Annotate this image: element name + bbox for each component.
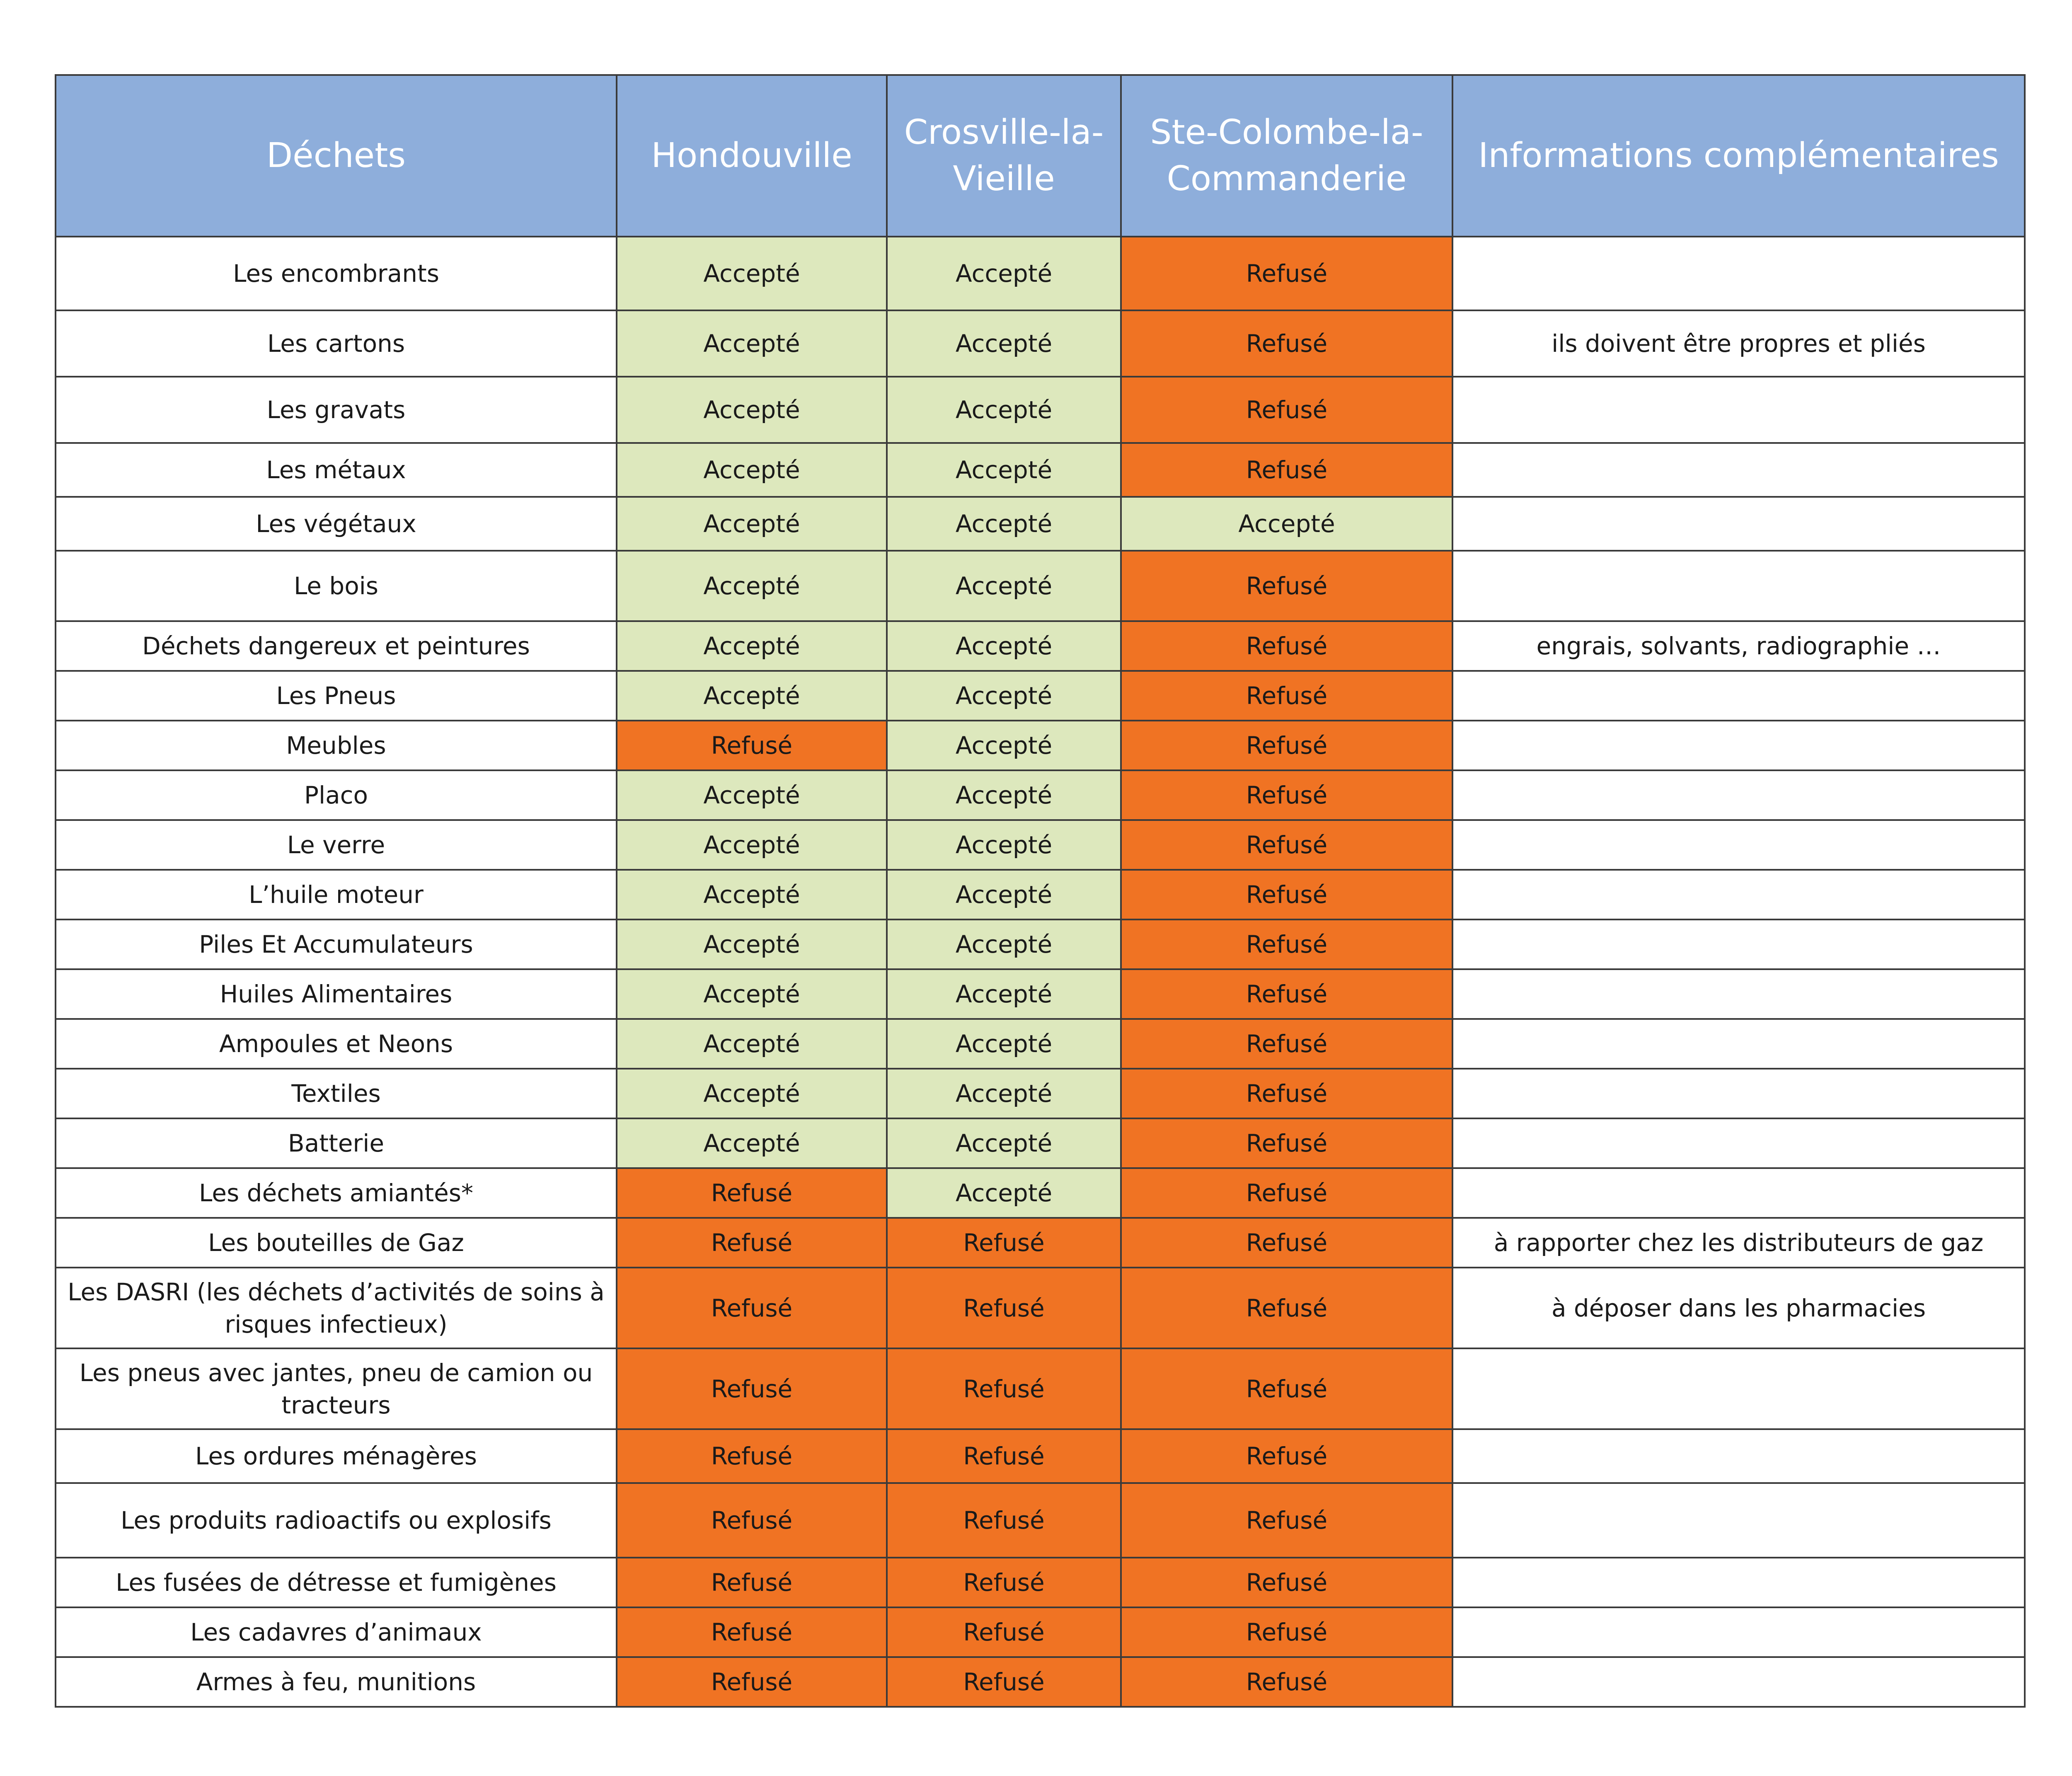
table-row xyxy=(56,969,2025,1019)
status-ste-colombe: Refusé xyxy=(1121,671,1452,721)
status-ste-colombe: Refusé xyxy=(1121,870,1452,919)
table-row xyxy=(56,1348,2025,1429)
status-hondouville: Refusé xyxy=(617,1657,887,1707)
table-row xyxy=(56,310,2025,377)
status-crosville: Accepté xyxy=(887,820,1121,870)
status-crosville: Refusé xyxy=(887,1558,1121,1607)
status-hondouville: Accepté xyxy=(617,969,887,1019)
status-ste-colombe: Refusé xyxy=(1121,377,1452,443)
info-cell xyxy=(1452,969,2025,1019)
waste-name-cell: L’huile moteur xyxy=(56,870,617,919)
table-row xyxy=(56,1483,2025,1558)
waste-name-cell: Ampoules et Neons xyxy=(56,1019,617,1069)
info-cell: engrais, solvants, radiographie … xyxy=(1452,621,2025,671)
waste-name-cell: Les Pneus xyxy=(56,671,617,721)
info-cell xyxy=(1452,1558,2025,1607)
status-hondouville: Accepté xyxy=(617,237,887,310)
waste-name-cell: Les produits radioactifs ou explosifs xyxy=(56,1483,617,1558)
info-cell xyxy=(1452,1069,2025,1118)
status-crosville: Accepté xyxy=(887,969,1121,1019)
info-cell xyxy=(1452,1348,2025,1429)
waste-name-cell: Armes à feu, munitions xyxy=(56,1657,617,1707)
status-hondouville: Refusé xyxy=(617,1607,887,1657)
status-ste-colombe: Refusé xyxy=(1121,1429,1452,1483)
status-hondouville: Accepté xyxy=(617,1069,887,1118)
status-ste-colombe: Accepté xyxy=(1121,497,1452,551)
table-body xyxy=(56,237,2025,1707)
table-row xyxy=(56,1607,2025,1657)
status-ste-colombe: Refusé xyxy=(1121,1168,1452,1218)
status-hondouville: Refusé xyxy=(617,1348,887,1429)
table-row xyxy=(56,1019,2025,1069)
status-ste-colombe: Refusé xyxy=(1121,919,1452,969)
info-cell xyxy=(1452,820,2025,870)
status-crosville: Accepté xyxy=(887,310,1121,377)
status-crosville: Accepté xyxy=(887,870,1121,919)
waste-name-cell: Meubles xyxy=(56,721,617,770)
status-hondouville: Accepté xyxy=(617,919,887,969)
status-crosville: Refusé xyxy=(887,1607,1121,1657)
status-hondouville: Accepté xyxy=(617,621,887,671)
status-crosville: Accepté xyxy=(887,721,1121,770)
waste-acceptance-table xyxy=(55,74,2026,1708)
waste-name-cell: Les ordures ménagères xyxy=(56,1429,617,1483)
info-cell xyxy=(1452,1607,2025,1657)
table-row xyxy=(56,237,2025,310)
status-crosville: Accepté xyxy=(887,1118,1121,1168)
status-hondouville: Accepté xyxy=(617,770,887,820)
waste-name-cell: Les cadavres d’animaux xyxy=(56,1607,617,1657)
waste-name-cell: Les DASRI (les déchets d’activités de soins à risques infectieux) xyxy=(56,1268,617,1348)
status-crosville: Accepté xyxy=(887,377,1121,443)
info-cell xyxy=(1452,377,2025,443)
info-cell xyxy=(1452,497,2025,551)
status-hondouville: Accepté xyxy=(617,310,887,377)
status-ste-colombe: Refusé xyxy=(1121,1657,1452,1707)
table-row xyxy=(56,1218,2025,1268)
status-ste-colombe: Refusé xyxy=(1121,820,1452,870)
info-cell xyxy=(1452,919,2025,969)
status-ste-colombe: Refusé xyxy=(1121,1483,1452,1558)
waste-name-cell: Les cartons xyxy=(56,310,617,377)
status-crosville: Refusé xyxy=(887,1268,1121,1348)
status-crosville: Accepté xyxy=(887,671,1121,721)
status-crosville: Accepté xyxy=(887,443,1121,497)
table-row xyxy=(56,443,2025,497)
status-ste-colombe: Refusé xyxy=(1121,1069,1452,1118)
table-row xyxy=(56,671,2025,721)
waste-name-cell: Le verre xyxy=(56,820,617,870)
status-hondouville: Refusé xyxy=(617,721,887,770)
header-informations: Informations complémentaires xyxy=(1452,75,2025,237)
status-hondouville: Accepté xyxy=(617,551,887,621)
status-hondouville: Accepté xyxy=(617,1019,887,1069)
status-ste-colombe: Refusé xyxy=(1121,310,1452,377)
status-hondouville: Accepté xyxy=(617,443,887,497)
status-ste-colombe: Refusé xyxy=(1121,969,1452,1019)
info-cell xyxy=(1452,1429,2025,1483)
status-hondouville: Refusé xyxy=(617,1268,887,1348)
status-ste-colombe: Refusé xyxy=(1121,1019,1452,1069)
status-hondouville: Refusé xyxy=(617,1429,887,1483)
info-cell xyxy=(1452,1019,2025,1069)
status-ste-colombe: Refusé xyxy=(1121,1268,1452,1348)
waste-name-cell: Les végétaux xyxy=(56,497,617,551)
status-crosville: Accepté xyxy=(887,919,1121,969)
waste-name-cell: Les bouteilles de Gaz xyxy=(56,1218,617,1268)
waste-name-cell: Les déchets amiantés* xyxy=(56,1168,617,1218)
waste-name-cell: Piles Et Accumulateurs xyxy=(56,919,617,969)
info-cell: ils doivent être propres et pliés xyxy=(1452,310,2025,377)
status-ste-colombe: Refusé xyxy=(1121,770,1452,820)
status-hondouville: Refusé xyxy=(617,1168,887,1218)
status-ste-colombe: Refusé xyxy=(1121,237,1452,310)
status-crosville: Refusé xyxy=(887,1348,1121,1429)
status-crosville: Refusé xyxy=(887,1657,1121,1707)
table-row xyxy=(56,820,2025,870)
info-cell xyxy=(1452,443,2025,497)
status-crosville: Accepté xyxy=(887,551,1121,621)
status-crosville: Accepté xyxy=(887,621,1121,671)
status-ste-colombe: Refusé xyxy=(1121,721,1452,770)
waste-name-cell: Déchets dangereux et peintures xyxy=(56,621,617,671)
status-ste-colombe: Refusé xyxy=(1121,1607,1452,1657)
info-cell xyxy=(1452,770,2025,820)
table-row xyxy=(56,621,2025,671)
table-row xyxy=(56,1429,2025,1483)
info-cell xyxy=(1452,1168,2025,1218)
waste-name-cell: Placo xyxy=(56,770,617,820)
status-ste-colombe: Refusé xyxy=(1121,1348,1452,1429)
table-row xyxy=(56,551,2025,621)
info-cell xyxy=(1452,1483,2025,1558)
waste-name-cell: Les métaux xyxy=(56,443,617,497)
header-ste-colombe: Ste-Colombe-la-Commanderie xyxy=(1121,75,1452,237)
waste-name-cell: Les encombrants xyxy=(56,237,617,310)
table-row xyxy=(56,870,2025,919)
status-crosville: Accepté xyxy=(887,1069,1121,1118)
table-row xyxy=(56,1118,2025,1168)
table-row xyxy=(56,1657,2025,1707)
header-hondouville: Hondouville xyxy=(617,75,887,237)
info-cell xyxy=(1452,1657,2025,1707)
status-crosville: Accepté xyxy=(887,497,1121,551)
status-ste-colombe: Refusé xyxy=(1121,1558,1452,1607)
waste-name-cell: Le bois xyxy=(56,551,617,621)
table-row xyxy=(56,770,2025,820)
table-row xyxy=(56,721,2025,770)
status-hondouville: Refusé xyxy=(617,1558,887,1607)
status-hondouville: Accepté xyxy=(617,1118,887,1168)
info-cell xyxy=(1452,721,2025,770)
status-hondouville: Refusé xyxy=(617,1483,887,1558)
info-cell xyxy=(1452,671,2025,721)
status-crosville: Accepté xyxy=(887,1168,1121,1218)
status-ste-colombe: Refusé xyxy=(1121,443,1452,497)
status-ste-colombe: Refusé xyxy=(1121,1218,1452,1268)
status-crosville: Accepté xyxy=(887,237,1121,310)
status-ste-colombe: Refusé xyxy=(1121,551,1452,621)
info-cell xyxy=(1452,1118,2025,1168)
status-ste-colombe: Refusé xyxy=(1121,621,1452,671)
status-hondouville: Accepté xyxy=(617,671,887,721)
waste-name-cell: Les fusées de détresse et fumigènes xyxy=(56,1558,617,1607)
table-row xyxy=(56,1558,2025,1607)
table-row xyxy=(56,1268,2025,1348)
status-ste-colombe: Refusé xyxy=(1121,1118,1452,1168)
status-crosville: Refusé xyxy=(887,1483,1121,1558)
status-crosville: Accepté xyxy=(887,1019,1121,1069)
waste-name-cell: Textiles xyxy=(56,1069,617,1118)
status-hondouville: Accepté xyxy=(617,820,887,870)
table-row xyxy=(56,377,2025,443)
status-crosville: Refusé xyxy=(887,1429,1121,1483)
status-hondouville: Accepté xyxy=(617,870,887,919)
info-cell: à rapporter chez les distributeurs de gaz xyxy=(1452,1218,2025,1268)
header-crosville: Crosville-la-Vieille xyxy=(887,75,1121,237)
table-row xyxy=(56,1168,2025,1218)
status-hondouville: Accepté xyxy=(617,497,887,551)
waste-name-cell: Les pneus avec jantes, pneu de camion ou tracteurs xyxy=(56,1348,617,1429)
info-cell xyxy=(1452,551,2025,621)
info-cell: à déposer dans les pharmacies xyxy=(1452,1268,2025,1348)
status-hondouville: Accepté xyxy=(617,377,887,443)
info-cell xyxy=(1452,870,2025,919)
table-row xyxy=(56,1069,2025,1118)
table-row xyxy=(56,497,2025,551)
waste-name-cell: Batterie xyxy=(56,1118,617,1168)
header-dechets: Déchets xyxy=(56,75,617,237)
status-crosville: Refusé xyxy=(887,1218,1121,1268)
status-crosville: Accepté xyxy=(887,770,1121,820)
status-hondouville: Refusé xyxy=(617,1218,887,1268)
waste-name-cell: Les gravats xyxy=(56,377,617,443)
info-cell xyxy=(1452,237,2025,310)
header-row xyxy=(56,75,2025,237)
waste-name-cell: Huiles Alimentaires xyxy=(56,969,617,1019)
table-row xyxy=(56,919,2025,969)
